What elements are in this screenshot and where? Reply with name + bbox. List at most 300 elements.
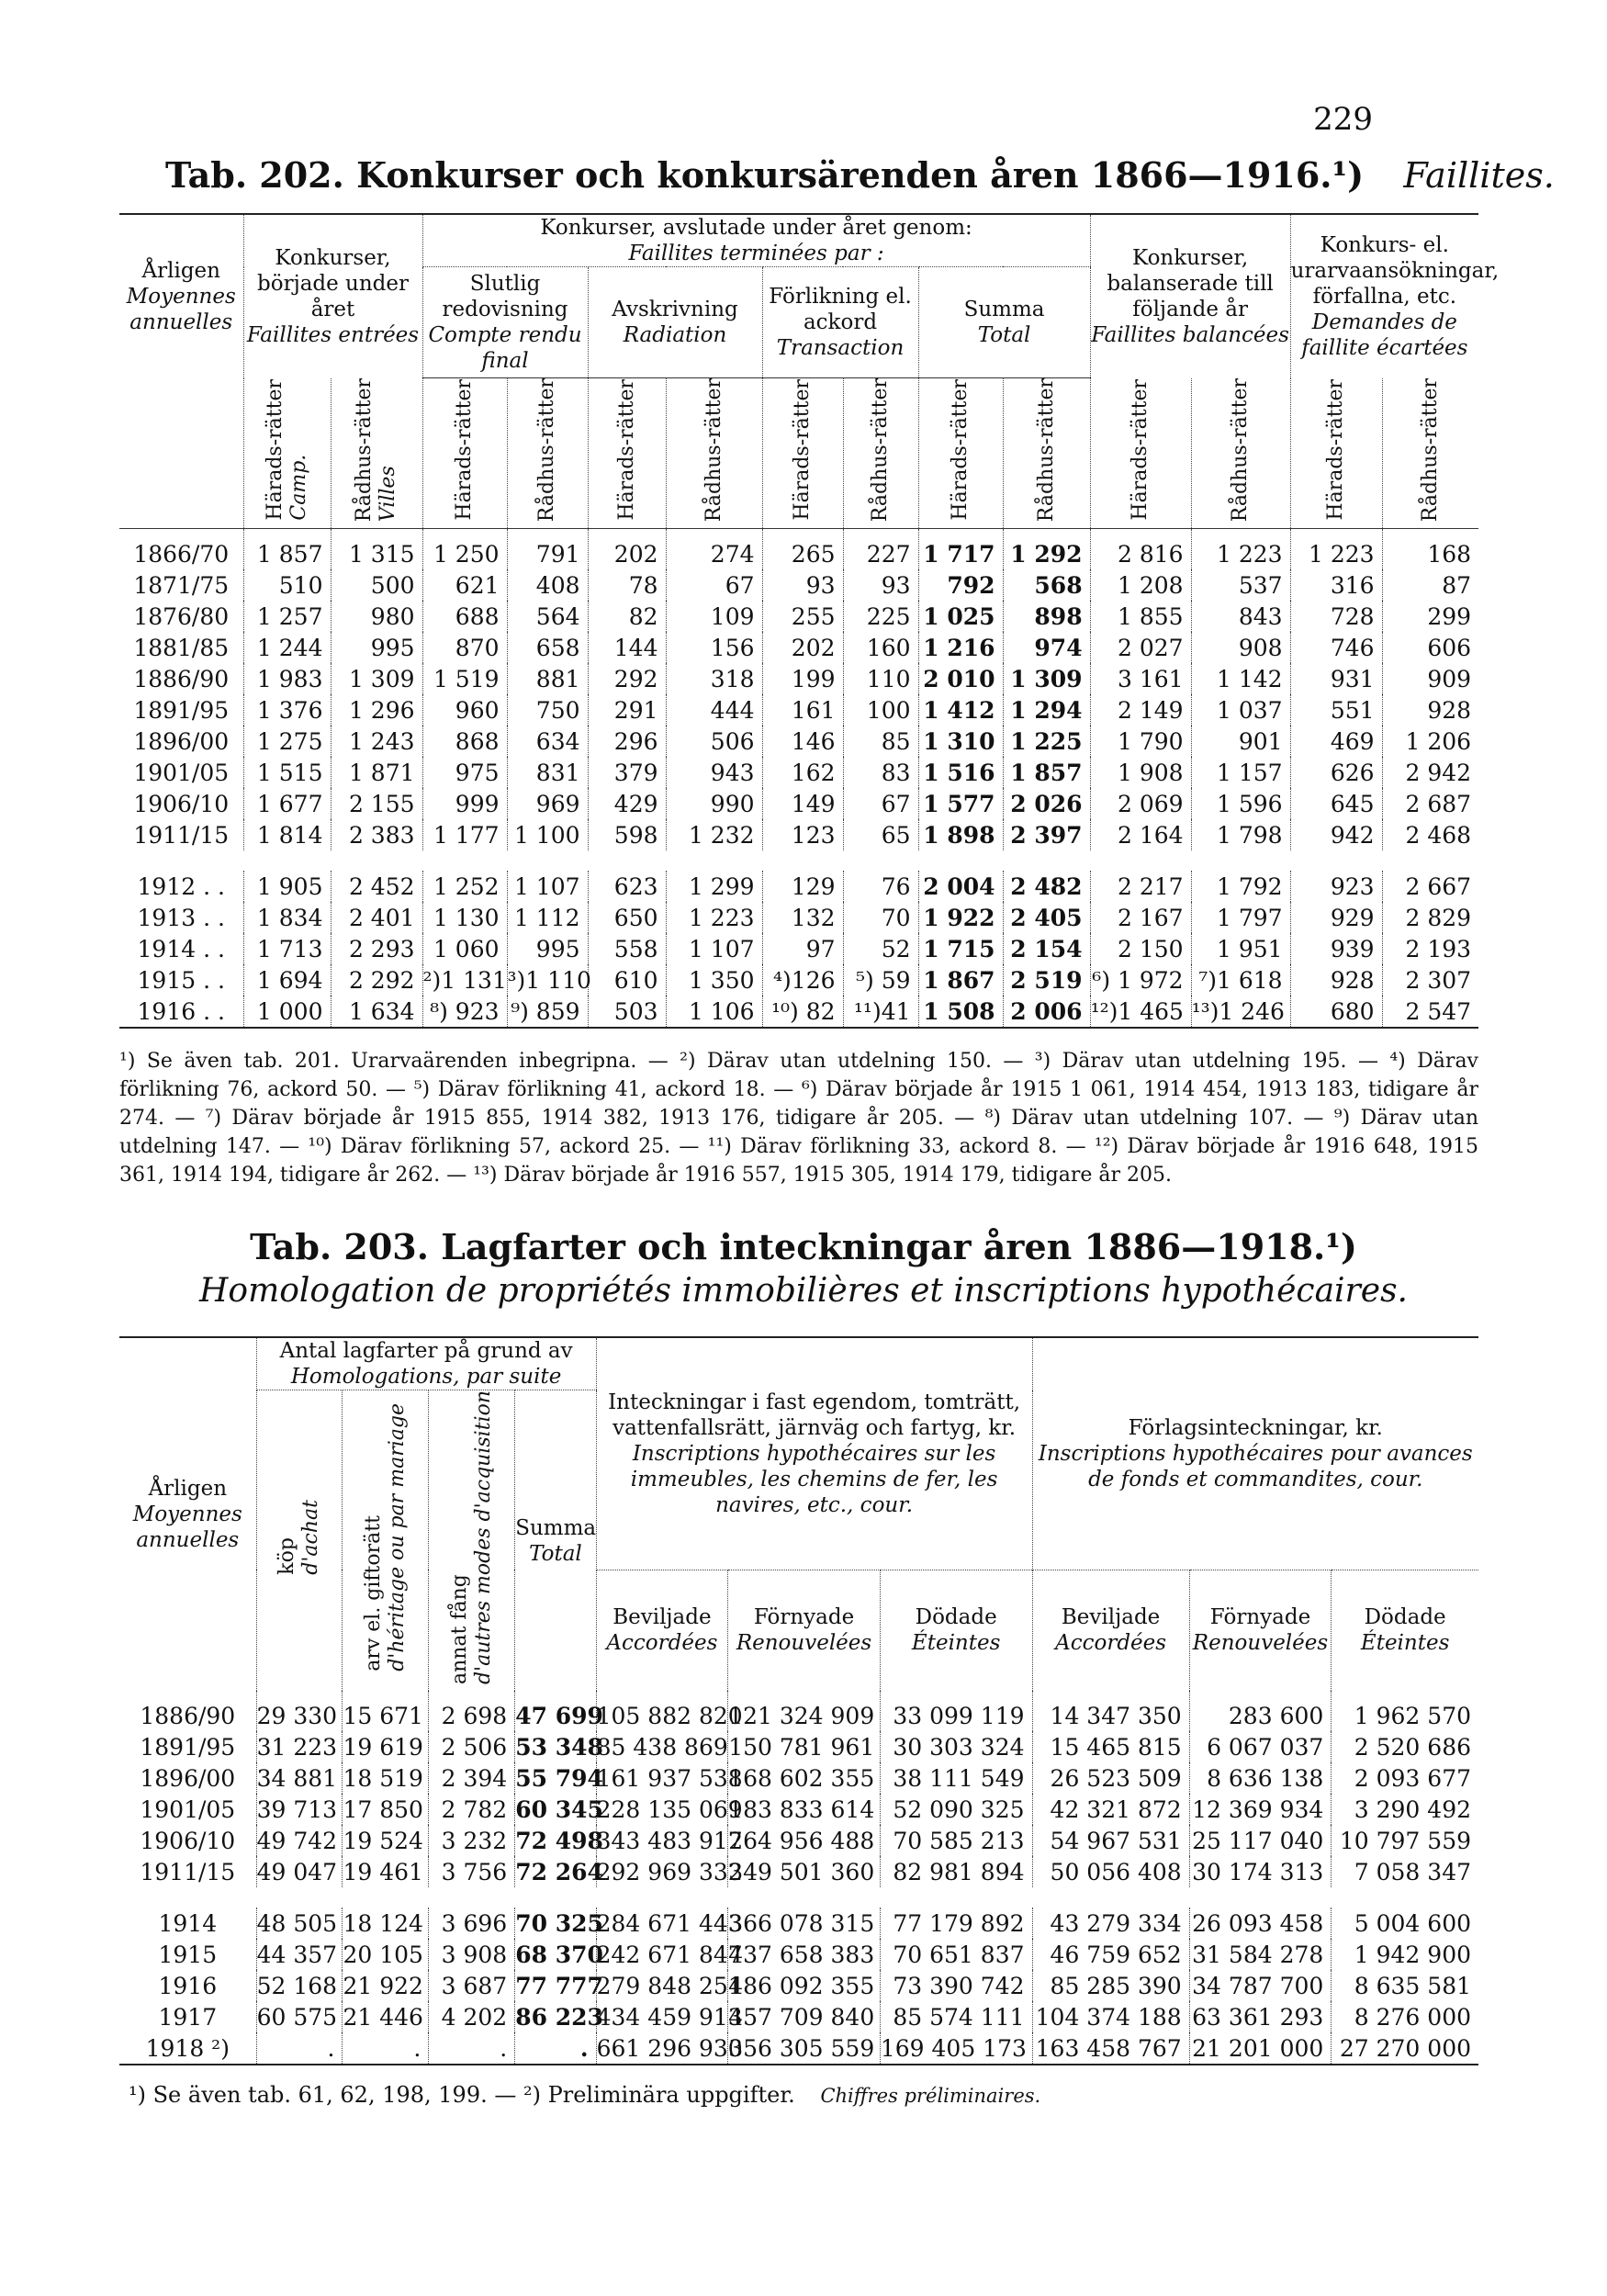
tab202-cell: 1 516 bbox=[918, 757, 1003, 788]
tab202-total-header: Summa Total bbox=[918, 267, 1090, 378]
tab202-cell: 1 216 bbox=[918, 632, 1003, 663]
tab202-cell: 2 004 bbox=[918, 871, 1003, 902]
tab202-cell: 974 bbox=[1003, 632, 1090, 663]
tab202-cell: 939 bbox=[1290, 933, 1382, 964]
tab202-cell: 1 857 bbox=[1003, 757, 1090, 788]
tab202-cell: 156 bbox=[666, 632, 762, 663]
tab203-cell: 26 093 458 bbox=[1189, 1908, 1332, 1939]
tab203-cell: 68 370 bbox=[515, 1939, 596, 1970]
tab202-cell: 109 bbox=[666, 601, 762, 632]
tab202-cell: 901 bbox=[1191, 726, 1290, 757]
tab202-cell: 1 855 bbox=[1090, 601, 1191, 632]
tab202-cell: 1 025 bbox=[918, 601, 1003, 632]
tab202-cell: 551 bbox=[1290, 694, 1382, 726]
tab202-cell: 1 275 bbox=[243, 726, 331, 757]
tab203-table bbox=[119, 1336, 1478, 2065]
tab202-row-year: 1914 . . bbox=[137, 935, 225, 962]
tab202-cell: 162 bbox=[762, 757, 843, 788]
tab202-cell: 2 027 bbox=[1090, 632, 1191, 663]
tab203-cell: 8 635 581 bbox=[1332, 1970, 1478, 2001]
tab202-cell: 67 bbox=[843, 788, 918, 819]
tab202-row bbox=[119, 788, 1478, 819]
tab203-cell: 228 135 069 bbox=[596, 1794, 728, 1825]
tab203-beviljade-1: Beviljade Accordées bbox=[596, 1570, 728, 1691]
tab202-row bbox=[119, 569, 1478, 601]
tab203-row-year: 1916 bbox=[158, 1972, 218, 1999]
tab202-cell: 85 bbox=[843, 726, 918, 757]
tab202-cell: 1 106 bbox=[666, 996, 762, 1028]
tab202-cell: 1 257 bbox=[243, 601, 331, 632]
tab202-cell: 1 871 bbox=[331, 757, 422, 788]
tab202-cell: 1 717 bbox=[918, 529, 1003, 570]
tab202-cell: 1 292 bbox=[1003, 529, 1090, 570]
tab202-cell: 76 bbox=[843, 871, 918, 902]
tab203-header-row-1 bbox=[119, 1337, 1478, 1390]
tab202-sub-radhus-6: Rådhus-rätter bbox=[1382, 378, 1478, 529]
tab203-cell: 356 305 559 bbox=[728, 2032, 881, 2065]
tab202-row bbox=[119, 871, 1478, 902]
tab203-cell: 343 483 917 bbox=[596, 1825, 728, 1856]
tab203-row-year: 1911/15 bbox=[140, 1858, 236, 1885]
tab203-cell: 42 321 872 bbox=[1032, 1794, 1189, 1825]
tab202-sub-harad-4: Härads-rätter bbox=[918, 378, 1003, 529]
tab202-cell: 291 bbox=[588, 694, 666, 726]
tab202-row bbox=[119, 632, 1478, 663]
tab203-row bbox=[119, 1908, 1478, 1939]
tab202-cell: 379 bbox=[588, 757, 666, 788]
tab203-cell: 72 264 bbox=[515, 1856, 596, 1887]
tab202-cell: 2 307 bbox=[1382, 964, 1478, 996]
tab203-row bbox=[119, 1825, 1478, 1856]
tab203-cell: 292 969 332 bbox=[596, 1856, 728, 1887]
tab203-cell: 20 105 bbox=[343, 1939, 429, 1970]
tab203-cell: 1 962 570 bbox=[1332, 1691, 1478, 1731]
tab202-cell: 2 482 bbox=[1003, 871, 1090, 902]
tab203-row bbox=[119, 1939, 1478, 1970]
tab202-cell: 1 112 bbox=[507, 902, 588, 933]
tab202-cell: 444 bbox=[666, 694, 762, 726]
tab203-cell: 52 168 bbox=[256, 1970, 343, 2001]
tab203-cell: 6 067 037 bbox=[1189, 1731, 1332, 1762]
tab203-cell: 43 279 334 bbox=[1032, 1908, 1189, 1939]
tab202-cell: 1 350 bbox=[666, 964, 762, 996]
tab202-cell: 2 217 bbox=[1090, 871, 1191, 902]
tab202-settlement-header: Förlikning el. ackord Transaction bbox=[762, 267, 918, 378]
tab202-cell: 65 bbox=[843, 819, 918, 850]
tab203-cell: 21 201 000 bbox=[1189, 2032, 1332, 2065]
tab202-cell: 868 bbox=[422, 726, 507, 757]
tab203-cell: 86 223 bbox=[515, 2001, 596, 2032]
tab202-sub-radhus-4: Rådhus-rätter bbox=[1003, 378, 1090, 529]
tab202-cell: 255 bbox=[762, 601, 843, 632]
tab203-cell: 46 759 652 bbox=[1032, 1939, 1189, 1970]
tab203-cell: 437 658 383 bbox=[728, 1939, 881, 1970]
tab203-cell: 49 047 bbox=[256, 1856, 343, 1887]
tab202-cell: 2 452 bbox=[331, 871, 422, 902]
tab202-started-header: Konkurser, började under året Faillites entrées bbox=[243, 214, 422, 378]
tab202-cell: 129 bbox=[762, 871, 843, 902]
tab202-cell: 898 bbox=[1003, 601, 1090, 632]
tab202-cell: 1 922 bbox=[918, 902, 1003, 933]
tab203-row-year: 1896/00 bbox=[140, 1764, 236, 1792]
tab203-cell: 242 671 847 bbox=[596, 1939, 728, 1970]
tab202-cell: 149 bbox=[762, 788, 843, 819]
tab202-cell: 2 405 bbox=[1003, 902, 1090, 933]
tab202-row-year: 1881/85 bbox=[133, 634, 230, 661]
tab202-cell: 1 232 bbox=[666, 819, 762, 850]
tab202-cell: 1 142 bbox=[1191, 663, 1290, 694]
tab202-cell: 2 193 bbox=[1382, 933, 1478, 964]
tab202-cell: 2 150 bbox=[1090, 933, 1191, 964]
tab203-cell: 3 232 bbox=[429, 1825, 515, 1856]
tab203-cell: 283 600 bbox=[1189, 1691, 1332, 1731]
tab202-cell: ⁴)126 bbox=[762, 964, 843, 996]
tab202-sub-harad-3: Härads-rätter bbox=[762, 378, 843, 529]
tab202-cell: 1 908 bbox=[1090, 757, 1191, 788]
tab203-cell: 19 524 bbox=[343, 1825, 429, 1856]
tab202-cell: 1 715 bbox=[918, 933, 1003, 964]
tab203-row bbox=[119, 2032, 1478, 2065]
tab202-cell: 2 468 bbox=[1382, 819, 1478, 850]
tab203-row-year: 1901/05 bbox=[140, 1795, 236, 1823]
tab203-row bbox=[119, 1762, 1478, 1794]
tab202-cell: 1 252 bbox=[422, 871, 507, 902]
tab203-cell: 457 709 840 bbox=[728, 2001, 881, 2032]
tab203-cell: 31 584 278 bbox=[1189, 1939, 1332, 1970]
tab202-cell: 791 bbox=[507, 529, 588, 570]
tab203-lagfarter-header: Antal lagfarter på grund av Homologations, par suite bbox=[256, 1337, 596, 1390]
tab202-cell: 792 bbox=[918, 569, 1003, 601]
tab202-cell: 931 bbox=[1290, 663, 1382, 694]
tab202-writtenoff-header: Avskrivning Radiation bbox=[588, 267, 762, 378]
tab203-row bbox=[119, 1794, 1478, 1825]
tab202-cell: 1 834 bbox=[243, 902, 331, 933]
tab203-cell: 38 111 549 bbox=[880, 1762, 1032, 1794]
tab203-fornyade-2: Förnyade Renouvelées bbox=[1189, 1570, 1332, 1691]
tab202-table bbox=[119, 213, 1500, 1029]
tab202-cell: 621 bbox=[422, 569, 507, 601]
tab202-row-year: 1871/75 bbox=[133, 571, 230, 599]
tab202-row bbox=[119, 726, 1478, 757]
tab202-cell: 843 bbox=[1191, 601, 1290, 632]
tab202-cell: 67 bbox=[666, 569, 762, 601]
tab203-cell: 349 501 360 bbox=[728, 1856, 881, 1887]
tab202-cell: 1 309 bbox=[331, 663, 422, 694]
tab202-cell: 1 223 bbox=[1191, 529, 1290, 570]
tab202-cell: 942 bbox=[1290, 819, 1382, 850]
tab202-row bbox=[119, 663, 1478, 694]
tab202-row bbox=[119, 529, 1478, 570]
tab203-cell: 1 942 900 bbox=[1332, 1939, 1478, 1970]
tab202-cell: 598 bbox=[588, 819, 666, 850]
tab203-footnote bbox=[129, 2082, 1040, 2108]
tab203-cell: 486 092 355 bbox=[728, 1970, 881, 2001]
tab202-cell: 132 bbox=[762, 902, 843, 933]
tab203-year-header: Årligen Moyennes annuelles bbox=[132, 1477, 242, 1553]
tab203-title: Tab. 203. Lagfarter och inteckningar åren 1886—1918.¹) bbox=[250, 1226, 1357, 1267]
tab202-cell: 1 867 bbox=[918, 964, 1003, 996]
tab202-title-text: Tab. 202. Konkurser och konkursärenden åren 1866—1916.¹) bbox=[165, 154, 1365, 196]
tab203-dodade-1: Dödade Éteintes bbox=[880, 1570, 1032, 1691]
tab202-sub-radhus-2: Rådhus-rätter bbox=[666, 378, 762, 529]
tab202-cell: 503 bbox=[588, 996, 666, 1028]
tab202-sub-radhus-0: Rådhus-rätter Villes bbox=[331, 378, 422, 529]
tab203-cell: . bbox=[429, 2032, 515, 2065]
tab203-cell: 284 671 443 bbox=[596, 1908, 728, 1939]
tab203-cell: 2 782 bbox=[429, 1794, 515, 1825]
tab203-forlag-header: Förlagsinteckningar, kr. Inscriptions hypothécaires pour avances de fonds et commandites, cour. bbox=[1032, 1337, 1478, 1570]
tab202-cell: 564 bbox=[507, 601, 588, 632]
tab202-cell: 52 bbox=[843, 933, 918, 964]
tab203-row bbox=[119, 1856, 1478, 1887]
tab202-cell: 606 bbox=[1382, 632, 1478, 663]
tab202-cell: 1 157 bbox=[1191, 757, 1290, 788]
tab202-cell: 928 bbox=[1382, 694, 1478, 726]
tab203-cell: 70 651 837 bbox=[880, 1939, 1032, 1970]
tab202-cell: 2 829 bbox=[1382, 902, 1478, 933]
tab203-cell: 85 438 869 bbox=[596, 1731, 728, 1762]
tab202-row bbox=[119, 933, 1478, 964]
tab203-cell: 3 696 bbox=[429, 1908, 515, 1939]
tab202-cell: 568 bbox=[1003, 569, 1090, 601]
tab203-cell: 49 742 bbox=[256, 1825, 343, 1856]
tab202-row-year: 1912 . . bbox=[137, 872, 225, 900]
tab203-cell: 15 671 bbox=[343, 1691, 429, 1731]
tab203-cell: 18 124 bbox=[343, 1908, 429, 1939]
tab202-row bbox=[119, 694, 1478, 726]
tab202-cell: 928 bbox=[1290, 964, 1382, 996]
tab203-cell: 17 850 bbox=[343, 1794, 429, 1825]
tab203-cell: 39 713 bbox=[256, 1794, 343, 1825]
tab202-cell: 1 223 bbox=[666, 902, 762, 933]
tab203-cell: 52 090 325 bbox=[880, 1794, 1032, 1825]
tab203-annat-header: annat fång d'autres modes d'acquisition bbox=[429, 1390, 515, 1692]
tab202-cell: 82 bbox=[588, 601, 666, 632]
tab202-cell: 1 898 bbox=[918, 819, 1003, 850]
tab203-cell: 82 981 894 bbox=[880, 1856, 1032, 1887]
tab203-cell: 31 223 bbox=[256, 1731, 343, 1762]
tab202-cell: 1 376 bbox=[243, 694, 331, 726]
tab202-cell: 558 bbox=[588, 933, 666, 964]
tab202-cell: 1 244 bbox=[243, 632, 331, 663]
tab202-cell: 1 296 bbox=[331, 694, 422, 726]
tab202-cell: 1 790 bbox=[1090, 726, 1191, 757]
tab202-cell: 2 006 bbox=[1003, 996, 1090, 1028]
tab202-cell: 296 bbox=[588, 726, 666, 757]
tab203-cell: 8 636 138 bbox=[1189, 1762, 1332, 1794]
tab202-cell: ¹⁰) 82 bbox=[762, 996, 843, 1028]
tab202-cell: 1 225 bbox=[1003, 726, 1090, 757]
tab202-cell: 1 309 bbox=[1003, 663, 1090, 694]
tab202-cell: 1 515 bbox=[243, 757, 331, 788]
tab202-sub-radhus-5: Rådhus-rätter bbox=[1191, 378, 1290, 529]
tab203-cell: 10 797 559 bbox=[1332, 1825, 1478, 1856]
tab203-cell: 77 777 bbox=[515, 1970, 596, 2001]
tab202-cell: 160 bbox=[843, 632, 918, 663]
tab202-cell: 1 315 bbox=[331, 529, 422, 570]
tab203-cell: 3 290 492 bbox=[1332, 1794, 1478, 1825]
tab202-cell: 1 206 bbox=[1382, 726, 1478, 757]
tab202-header-row-1 bbox=[119, 214, 1478, 267]
tab203-row bbox=[119, 1970, 1478, 2001]
tab202-row-year: 1916 . . bbox=[137, 997, 225, 1025]
tab202-cell: 1 596 bbox=[1191, 788, 1290, 819]
tab202-sub-harad-5: Härads-rätter bbox=[1090, 378, 1191, 529]
tab202-cell: 110 bbox=[843, 663, 918, 694]
tab202-sub-harad-6: Härads-rätter bbox=[1290, 378, 1382, 529]
tab203-cell: 34 787 700 bbox=[1189, 1970, 1332, 2001]
tab202-cell: 227 bbox=[843, 529, 918, 570]
tab203-cell: 2 506 bbox=[429, 1731, 515, 1762]
tab203-row-gap bbox=[119, 1887, 1478, 1908]
tab203-fornyade-1: Förnyade Renouvelées bbox=[728, 1570, 881, 1691]
tab203-cell: 15 465 815 bbox=[1032, 1731, 1189, 1762]
tab203-footnote-fr: Chiffres préliminaires. bbox=[820, 2085, 1041, 2107]
tab203-cell: 55 794 bbox=[515, 1762, 596, 1794]
tab202-cell: ³)1 110 bbox=[507, 964, 588, 996]
tab203-cell: 60 345 bbox=[515, 1794, 596, 1825]
tab202-cell: 1 299 bbox=[666, 871, 762, 902]
tab202-cell: 70 bbox=[843, 902, 918, 933]
tab202-cell: 2 154 bbox=[1003, 933, 1090, 964]
tab203-cell: 2 698 bbox=[429, 1691, 515, 1731]
tab202-cell: 1 577 bbox=[918, 788, 1003, 819]
tab202-cell: 144 bbox=[588, 632, 666, 663]
tab202-cell: 506 bbox=[666, 726, 762, 757]
tab202-cell: 1 250 bbox=[422, 529, 507, 570]
tab202-cell: 1 412 bbox=[918, 694, 1003, 726]
tab203-cell: 3 687 bbox=[429, 1970, 515, 2001]
tab202-cell: 292 bbox=[588, 663, 666, 694]
tab202-cell: 429 bbox=[588, 788, 666, 819]
tab203-cell: 161 937 538 bbox=[596, 1762, 728, 1794]
tab203-cell: 27 270 000 bbox=[1332, 2032, 1478, 2065]
tab202-cell: 1 310 bbox=[918, 726, 1003, 757]
tab202-cell: 960 bbox=[422, 694, 507, 726]
tab203-cell: 3 756 bbox=[429, 1856, 515, 1887]
tab202-cell: ¹³)1 246 bbox=[1191, 996, 1290, 1028]
tab202-cell: 2 292 bbox=[331, 964, 422, 996]
tab203-cell: 77 179 892 bbox=[880, 1908, 1032, 1939]
tab202-cell: 923 bbox=[1290, 871, 1382, 902]
tab202-cell: 1 797 bbox=[1191, 902, 1290, 933]
tab203-summa-header: Summa Total bbox=[515, 1390, 596, 1692]
tab203-cell: 73 390 742 bbox=[880, 1970, 1032, 2001]
tab202-row-year: 1891/95 bbox=[133, 696, 230, 724]
tab202-year-header: Årligen Moyennes annuelles bbox=[126, 258, 236, 334]
tab202-cell: 78 bbox=[588, 569, 666, 601]
tab203-cell: 19 461 bbox=[343, 1856, 429, 1887]
tab203-cell: 47 699 bbox=[515, 1691, 596, 1731]
tab202-cell: 537 bbox=[1191, 569, 1290, 601]
tab203-cell: 163 458 767 bbox=[1032, 2032, 1189, 2065]
tab202-row-year: 1915 . . bbox=[137, 966, 225, 994]
tab202-cell: 1 223 bbox=[1290, 529, 1382, 570]
tab202-cell: ⁷)1 618 bbox=[1191, 964, 1290, 996]
tab202-cell: 2 026 bbox=[1003, 788, 1090, 819]
tab203-cell: 63 361 293 bbox=[1189, 2001, 1332, 2032]
tab203-cell: 54 967 531 bbox=[1032, 1825, 1189, 1856]
tab203-cell: 70 325 bbox=[515, 1908, 596, 1939]
tab202-cell: 2 149 bbox=[1090, 694, 1191, 726]
tab202-cell: 1 130 bbox=[422, 902, 507, 933]
tab202-cell: 469 bbox=[1290, 726, 1382, 757]
tab202-row bbox=[119, 996, 1478, 1028]
tab202-cell: 2 667 bbox=[1382, 871, 1478, 902]
tab202-cell: 1 294 bbox=[1003, 694, 1090, 726]
tab203-cell: 12 369 934 bbox=[1189, 1794, 1332, 1825]
tab202-cell: 881 bbox=[507, 663, 588, 694]
tab202-cell: 1 694 bbox=[243, 964, 331, 996]
tab203-cell: 21 922 bbox=[343, 1970, 429, 2001]
tab202-cell: 1 983 bbox=[243, 663, 331, 694]
tab203-cell: 34 881 bbox=[256, 1762, 343, 1794]
tab202-cell: 650 bbox=[588, 902, 666, 933]
tab202-cell: 299 bbox=[1382, 601, 1478, 632]
tab202-cell: 265 bbox=[762, 529, 843, 570]
tab202-cell: 1 519 bbox=[422, 663, 507, 694]
tab203-row bbox=[119, 2001, 1478, 2032]
tab203-cell: 33 099 119 bbox=[880, 1691, 1032, 1731]
tab202-title-fr: Faillites. bbox=[1403, 155, 1555, 196]
page-number: 229 bbox=[1313, 101, 1373, 138]
tab202-cell: 2 816 bbox=[1090, 529, 1191, 570]
tab202-cell: 1 000 bbox=[243, 996, 331, 1028]
tab203-cell: 661 296 930 bbox=[596, 2032, 728, 2065]
tab203-cell: 21 446 bbox=[343, 2001, 429, 2032]
tab202-final-header: Slutlig redovisning Compte rendu final bbox=[422, 267, 588, 378]
tab202-sub-harad-0: Härads-rätter Camp. bbox=[243, 378, 331, 529]
tab203-cell: 25 117 040 bbox=[1189, 1825, 1332, 1856]
tab202-cell: 1 798 bbox=[1191, 819, 1290, 850]
tab202-cell: 97 bbox=[762, 933, 843, 964]
tab202-cell: 1 713 bbox=[243, 933, 331, 964]
tab202-cell: ⁹) 859 bbox=[507, 996, 588, 1028]
tab202-cell: 831 bbox=[507, 757, 588, 788]
tab202-cell: 510 bbox=[243, 569, 331, 601]
tab203-row-year: 1914 bbox=[158, 1909, 218, 1937]
tab202-cell: 2 519 bbox=[1003, 964, 1090, 996]
tab202-footnotes: ¹) Se även tab. 201. Urarvaärenden inbegripna. — ²) Därav utan utdelning 150. — ³) Därav utan utdelning 195. — ⁴) Därav förlikning 76, ackord 50. — ⁵) Därav förlikning 41, ackord 18. — ⁶) Därav började år 1915 1 061, 1914 454, 1913 183, tidigare år 274. — ⁷) Därav började år 1915 855, 1914 382, 1913 176, tidigare år 205. — ⁸) Därav utan utdelning 107. — ⁹) Därav utan utdelning 147. — ¹⁰) Därav förlikning 57, ackord 25. — ¹¹) Därav förlikning 33, ackord 8. — ¹²) Därav började år 1916 648, 1915 361, 1914 194, tidigare år 262. — ¹³) Därav började år 1916 557, 1915 305, 1914 179, tidigare år 205. bbox=[119, 1050, 1478, 1187]
tab202-cell: ²)1 131 bbox=[422, 964, 507, 996]
tab202-cell: 199 bbox=[762, 663, 843, 694]
tab202-cell: 1 792 bbox=[1191, 871, 1290, 902]
tab203-cell: 3 908 bbox=[429, 1939, 515, 1970]
tab202-cell: 146 bbox=[762, 726, 843, 757]
tab202-row bbox=[119, 964, 1478, 996]
tab202-cell: 680 bbox=[1290, 996, 1382, 1028]
tab202-cell: 100 bbox=[843, 694, 918, 726]
tab202-cell: 626 bbox=[1290, 757, 1382, 788]
tab203-cell: 50 056 408 bbox=[1032, 1856, 1189, 1887]
tab202-cell: 93 bbox=[843, 569, 918, 601]
tab203-subtitle: Homologation de propriétés immobilières et inscriptions hypothécaires. bbox=[199, 1272, 1408, 1310]
tab202-cell: 634 bbox=[507, 726, 588, 757]
tab202-cell: 2 293 bbox=[331, 933, 422, 964]
tab203-cell: 2 520 686 bbox=[1332, 1731, 1478, 1762]
tab202-cell: 990 bbox=[666, 788, 762, 819]
tab203-cell: 2 093 677 bbox=[1332, 1762, 1478, 1794]
tab202-cell: ⁶) 1 972 bbox=[1090, 964, 1191, 996]
tab203-cell: 30 303 324 bbox=[880, 1731, 1032, 1762]
tab203-row bbox=[119, 1691, 1478, 1731]
tab202-cell: 168 bbox=[1382, 529, 1478, 570]
tab202-cell: 2 942 bbox=[1382, 757, 1478, 788]
tab202-cell: 1 857 bbox=[243, 529, 331, 570]
tab203-cell: 168 602 355 bbox=[728, 1762, 881, 1794]
tab202-petitions-header: Konkurs- el. urarvaansökningar, förfallna, etc. Demandes de faillite écartées bbox=[1290, 214, 1478, 378]
tab203-cell: 2 394 bbox=[429, 1762, 515, 1794]
